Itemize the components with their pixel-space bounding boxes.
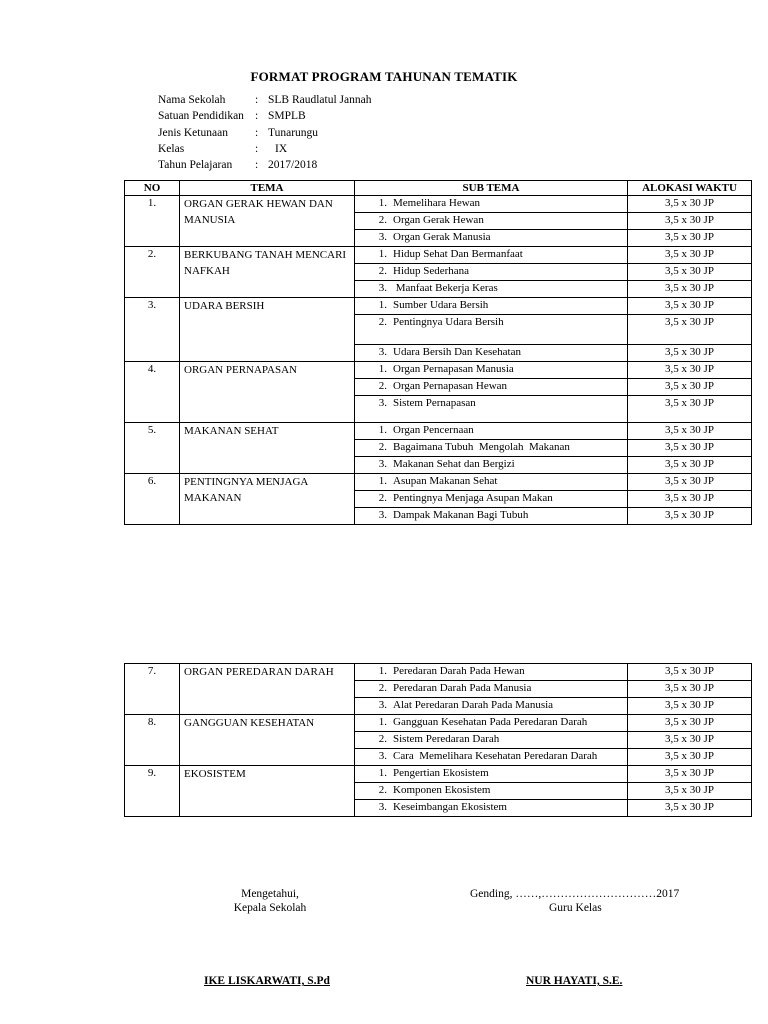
table-row <box>125 247 752 264</box>
info-row: Jenis Ketunaan : Tunarungu <box>158 125 372 141</box>
sub-theme-text: Peredaran Darah Pada Manusia <box>393 682 532 694</box>
sub-theme <box>355 732 628 749</box>
table-header-row <box>125 181 752 196</box>
sub-theme-number: 1. <box>378 716 387 728</box>
time-allocation: 3,5 x 30 JP <box>628 264 752 281</box>
sub-theme-number: 2. <box>378 441 387 453</box>
sub-theme-text: Alat Peredaran Darah Pada Manusia <box>393 699 554 711</box>
sub-theme <box>355 800 628 817</box>
sub-theme-text: Udara Bersih Dan Kesehatan <box>393 346 521 358</box>
theme-number: 9. <box>125 766 180 817</box>
info-value: 2017/2018 <box>268 159 318 172</box>
sub-theme <box>355 362 628 379</box>
time-allocation: 3,5 x 30 JP <box>628 698 752 715</box>
sub-theme-text: Hidup Sederhana <box>393 265 470 277</box>
sub-theme-number: 3. <box>378 750 387 762</box>
place-date-block <box>440 887 710 915</box>
time-allocation: 3,5 x 30 JP <box>628 457 752 474</box>
teacher-title: Guru Kelas <box>549 902 602 914</box>
sub-theme-text: Organ Pencernaan <box>393 424 474 436</box>
sub-theme-text: Cara Memelihara Kesehatan Peredaran Darah <box>393 750 598 762</box>
sub-theme-text: Keseimbangan Ekosistem <box>393 801 507 813</box>
info-value: SMPLB <box>268 110 306 123</box>
page-title: FORMAT PROGRAM TAHUNAN TEMATIK <box>250 69 518 84</box>
time-allocation: 3,5 x 30 JP <box>628 247 752 264</box>
sub-theme <box>355 298 628 315</box>
time-allocation: 3,5 x 30 JP <box>628 508 752 525</box>
sub-theme-number: 1. <box>378 424 387 436</box>
program-table-page2 <box>124 663 752 817</box>
theme-number: 4. <box>125 362 180 423</box>
info-label: Nama Sekolah <box>158 94 226 106</box>
teacher-name: NUR HAYATI, S.E. <box>526 975 623 987</box>
theme-name: GANGGUAN KESEHATAN <box>180 715 355 766</box>
sub-theme <box>355 230 628 247</box>
time-allocation: 3,5 x 30 JP <box>628 281 752 298</box>
sub-theme-number: 1. <box>378 248 387 260</box>
sub-theme-text: Sistem Peredaran Darah <box>393 733 500 745</box>
sub-theme <box>355 698 628 715</box>
sub-theme-text: Memelihara Hewan <box>393 197 481 209</box>
header-no: NO <box>125 181 180 196</box>
sub-theme <box>355 783 628 800</box>
sub-theme <box>355 681 628 698</box>
time-allocation: 3,5 x 30 JP <box>628 491 752 508</box>
theme-name: MAKANAN SEHAT <box>180 423 355 474</box>
info-row: Tahun Pelajaran : 2017/2018 <box>158 157 372 173</box>
sub-theme <box>355 766 628 783</box>
sub-theme-number: 3. <box>378 231 387 243</box>
theme-number: 8. <box>125 715 180 766</box>
sub-theme <box>355 379 628 396</box>
principal-title: Kepala Sekolah <box>233 902 307 914</box>
sub-theme <box>355 345 628 362</box>
sub-theme-number: 2. <box>378 492 387 504</box>
theme-number: 2. <box>125 247 180 298</box>
time-allocation: 3,5 x 30 JP <box>628 315 752 345</box>
sub-theme-text: Organ Gerak Hewan <box>393 214 484 226</box>
time-allocation: 3,5 x 30 JP <box>628 196 752 213</box>
time-allocation: 3,5 x 30 JP <box>628 474 752 491</box>
info-row: Kelas : IX <box>158 141 372 157</box>
sub-theme-text: Organ Pernapasan Hewan <box>393 380 508 392</box>
sub-theme-number: 1. <box>378 665 387 677</box>
sub-theme-number: 2. <box>378 265 387 277</box>
theme-name: PENTINGNYA MENJAGA MAKANAN <box>180 474 355 525</box>
sub-theme <box>355 474 628 491</box>
sub-theme-text: Manfaat Bekerja Keras <box>393 282 498 294</box>
table-row <box>125 766 752 783</box>
sub-theme-number: 2. <box>378 733 387 745</box>
time-allocation: 3,5 x 30 JP <box>628 766 752 783</box>
sub-theme-number: 1. <box>378 299 387 311</box>
sub-theme-number: 1. <box>378 197 387 209</box>
time-allocation: 3,5 x 30 JP <box>628 664 752 681</box>
table-row <box>125 298 752 315</box>
table-row <box>125 715 752 732</box>
sub-theme <box>355 749 628 766</box>
table-row <box>125 362 752 379</box>
sub-theme <box>355 396 628 423</box>
sub-theme-number: 3. <box>378 282 387 294</box>
sub-theme <box>355 715 628 732</box>
acknowledge-label: Mengetahui, <box>241 888 299 900</box>
program-table-page1 <box>124 180 752 525</box>
time-allocation: 3,5 x 30 JP <box>628 362 752 379</box>
table-row <box>125 423 752 440</box>
school-info <box>158 92 372 173</box>
sub-theme-text: Pentingnya Menjaga Asupan Makan <box>393 492 553 504</box>
info-label: Kelas <box>158 142 185 155</box>
info-value: SLB Raudlatul Jannah <box>268 94 372 106</box>
sub-theme-number: 3. <box>378 458 387 470</box>
info-row: Satuan Pendidikan : SMPLB <box>158 108 372 124</box>
sub-theme-text: Makanan Sehat dan Bergizi <box>393 458 515 470</box>
sub-theme-number: 3. <box>378 397 387 409</box>
time-allocation: 3,5 x 30 JP <box>628 379 752 396</box>
sub-theme-number: 2. <box>378 214 387 226</box>
time-allocation: 3,5 x 30 JP <box>628 732 752 749</box>
header-alokasi: ALOKASI WAKTU <box>628 181 752 196</box>
sub-theme-text: Pentingnya Udara Bersih <box>393 316 504 328</box>
theme-number: 1. <box>125 196 180 247</box>
acknowledge-block <box>200 887 340 915</box>
sub-theme <box>355 196 628 213</box>
table-row <box>125 664 752 681</box>
sub-theme-text: Organ Pernapasan Manusia <box>393 363 514 375</box>
table-row <box>125 196 752 213</box>
time-allocation: 3,5 x 30 JP <box>628 230 752 247</box>
time-allocation: 3,5 x 30 JP <box>628 345 752 362</box>
theme-name: UDARA BERSIH <box>180 298 355 362</box>
theme-name: ORGAN GERAK HEWAN DAN MANUSIA <box>180 196 355 247</box>
header-sub-tema: SUB TEMA <box>355 181 628 196</box>
table-row <box>125 474 752 491</box>
sub-theme <box>355 423 628 440</box>
info-value: IX <box>275 142 288 155</box>
sub-theme-number: 1. <box>378 475 387 487</box>
sub-theme-number: 3. <box>378 699 387 711</box>
theme-number: 3. <box>125 298 180 362</box>
sub-theme-number: 3. <box>378 346 387 358</box>
info-label: Jenis Ketunaan <box>158 126 228 139</box>
time-allocation: 3,5 x 30 JP <box>628 681 752 698</box>
sub-theme-text: Pengertian Ekosistem <box>393 767 489 779</box>
sub-theme <box>355 264 628 281</box>
time-allocation: 3,5 x 30 JP <box>628 423 752 440</box>
sub-theme-number: 1. <box>378 363 387 375</box>
sub-theme-text: Organ Gerak Manusia <box>393 231 491 243</box>
sub-theme <box>355 664 628 681</box>
sub-theme-text: Peredaran Darah Pada Hewan <box>393 665 525 677</box>
time-allocation: 3,5 x 30 JP <box>628 213 752 230</box>
info-label: Satuan Pendidikan <box>158 110 244 123</box>
sub-theme <box>355 440 628 457</box>
theme-number: 6. <box>125 474 180 525</box>
theme-name: ORGAN PEREDARAN DARAH <box>180 664 355 715</box>
theme-number: 5. <box>125 423 180 474</box>
time-allocation: 3,5 x 30 JP <box>628 298 752 315</box>
sub-theme <box>355 315 628 345</box>
time-allocation: 3,5 x 30 JP <box>628 783 752 800</box>
sub-theme-number: 1. <box>378 767 387 779</box>
sub-theme <box>355 508 628 525</box>
principal-name: IKE LISKARWATI, S.Pd <box>204 975 330 987</box>
time-allocation: 3,5 x 30 JP <box>628 800 752 817</box>
sub-theme-text: Bagaimana Tubuh Mengolah Makanan <box>393 441 570 453</box>
info-label: Tahun Pelajaran <box>158 159 233 172</box>
sub-theme-text: Gangguan Kesehatan Pada Peredaran Darah <box>393 716 588 728</box>
theme-name: EKOSISTEM <box>180 766 355 817</box>
time-allocation: 3,5 x 30 JP <box>628 715 752 732</box>
place-date: Gending, ……,…………………………2017 <box>470 888 680 900</box>
time-allocation: 3,5 x 30 JP <box>628 440 752 457</box>
sub-theme <box>355 457 628 474</box>
info-value: Tunarungu <box>268 126 319 139</box>
sub-theme-text: Hidup Sehat Dan Bermanfaat <box>393 248 523 260</box>
sub-theme-number: 3. <box>378 801 387 813</box>
sub-theme-number: 2. <box>378 380 387 392</box>
sub-theme-number: 2. <box>378 682 387 694</box>
sub-theme <box>355 247 628 264</box>
sub-theme <box>355 281 628 298</box>
theme-name: ORGAN PERNAPASAN <box>180 362 355 423</box>
theme-number: 7. <box>125 664 180 715</box>
sub-theme-number: 3. <box>378 509 387 521</box>
sub-theme-text: Sumber Udara Bersih <box>393 299 489 311</box>
sub-theme-number: 2. <box>378 784 387 796</box>
header-tema: TEMA <box>180 181 355 196</box>
time-allocation: 3,5 x 30 JP <box>628 396 752 423</box>
sub-theme <box>355 213 628 230</box>
sub-theme <box>355 491 628 508</box>
sub-theme-text: Asupan Makanan Sehat <box>393 475 498 487</box>
sub-theme-text: Sistem Pernapasan <box>393 397 476 409</box>
sub-theme-number: 2. <box>378 316 387 328</box>
sub-theme-text: Komponen Ekosistem <box>393 784 491 796</box>
info-row: Nama Sekolah : SLB Raudlatul Jannah <box>158 92 372 108</box>
theme-name: BERKUBANG TANAH MENCARI NAFKAH <box>180 247 355 298</box>
time-allocation: 3,5 x 30 JP <box>628 749 752 766</box>
sub-theme-text: Dampak Makanan Bagi Tubuh <box>393 509 529 521</box>
